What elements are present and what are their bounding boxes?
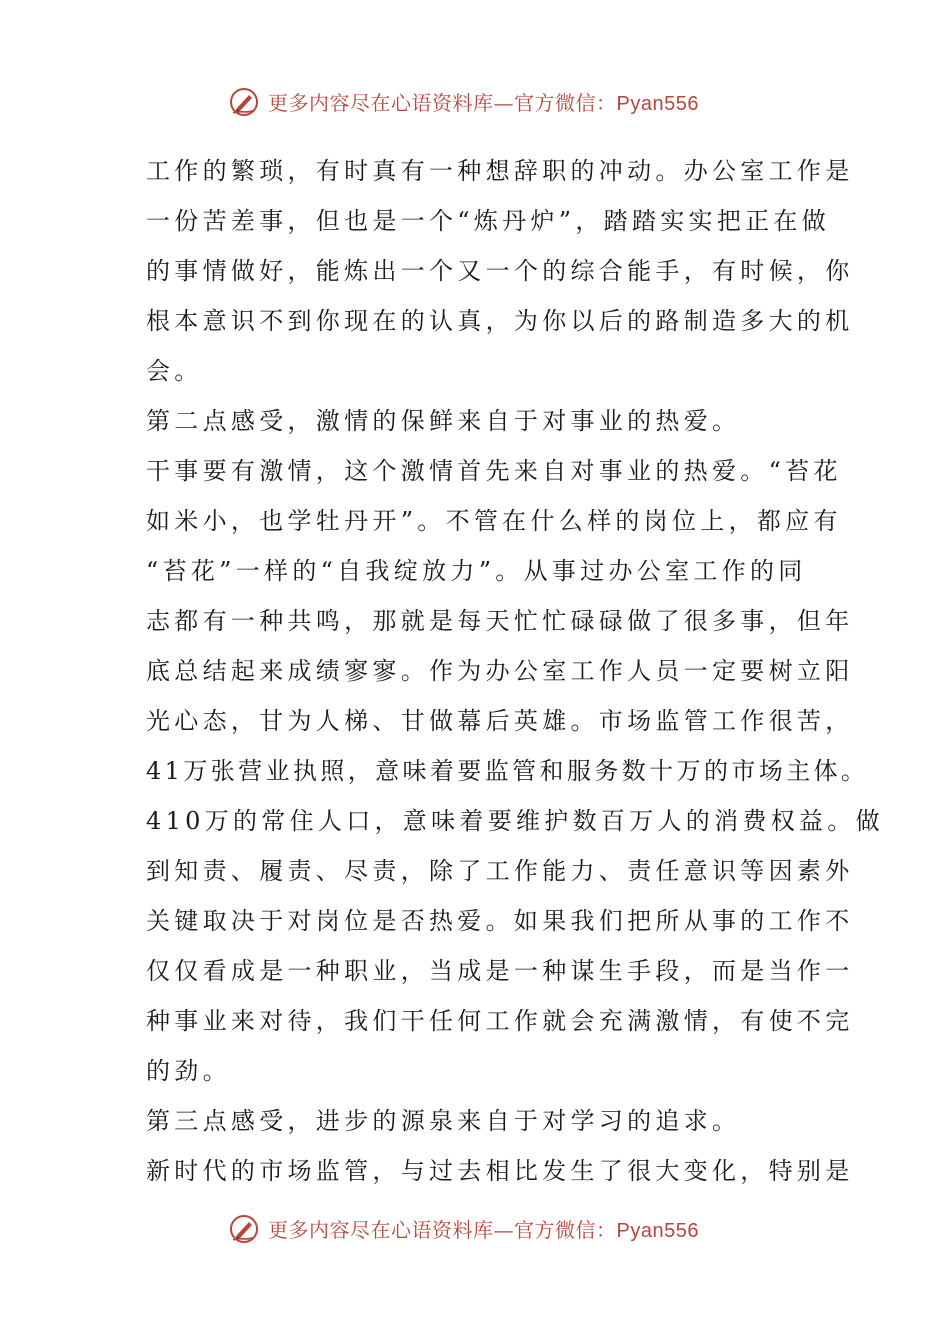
body-line: 到知责、履责、尽责，除了工作能力、责任意识等因素外 — [146, 857, 854, 885]
pen-logo-icon — [228, 1213, 260, 1245]
body-line: 会。 — [146, 357, 203, 385]
footer-banner — [0, 1211, 950, 1251]
banner-slogan: 更多内容尽在心语资料库—官方微信： — [268, 91, 617, 115]
banner-text — [268, 1215, 699, 1246]
body-line: 的劲。 — [146, 1057, 231, 1085]
body-line: 干事要有激情，这个激情首先来自对事业的热爱。“苔花 — [146, 457, 842, 485]
body-line: 仅仅看成是一种职业，当成是一种谋生手段，而是当作一 — [146, 957, 854, 985]
wechat-id: Pyan556 — [616, 93, 699, 115]
section-heading: 第二点感受，激情的保鲜来自于对事业的热爱。 — [146, 407, 741, 435]
body-line: 的事情做好，能炼出一个又一个的综合能手，有时候，你 — [146, 257, 854, 285]
document-body — [146, 146, 884, 1196]
header-banner — [0, 84, 950, 124]
body-line: 根本意识不到你现在的认真，为你以后的路制造多大的机 — [146, 307, 854, 335]
body-line: 新时代的市场监管，与过去相比发生了很大变化，特别是 — [146, 1157, 854, 1185]
body-line: 41万张营业执照，意味着要监管和服务数十万的市场主体。 — [146, 757, 869, 785]
body-line: 410万的常住人口，意味着要维护数百万人的消费权益。做 — [146, 807, 884, 835]
section-heading: 第三点感受，进步的源泉来自于对学习的追求。 — [146, 1107, 741, 1135]
body-line: 如米小，也学牡丹开”。不管在什么样的岗位上，都应有 — [146, 507, 842, 535]
banner-text — [268, 88, 699, 119]
body-line: 底总结起来成绩寥寥。作为办公室工作人员一定要树立阳 — [146, 657, 854, 685]
body-line: 种事业来对待，我们干任何工作就会充满激情，有使不完 — [146, 1007, 854, 1035]
body-line: 光心态，甘为人梯、甘做幕后英雄。市场监管工作很苦， — [146, 707, 854, 735]
body-line: 关键取决于对岗位是否热爱。如果我们把所从事的工作不 — [146, 907, 854, 935]
pen-logo-icon — [228, 86, 260, 118]
body-line: “苔花”一样的“自我绽放力”。从事过办公室工作的同 — [146, 557, 807, 585]
body-line: 志都有一种共鸣，那就是每天忙忙碌碌做了很多事，但年 — [146, 607, 854, 635]
wechat-id: Pyan556 — [616, 1220, 699, 1242]
body-line: 一份苦差事，但也是一个“炼丹炉”，踏踏实实把正在做 — [146, 207, 831, 235]
body-line: 工作的繁琐，有时真有一种想辞职的冲动。办公室工作是 — [146, 157, 854, 185]
banner-slogan: 更多内容尽在心语资料库—官方微信： — [268, 1218, 617, 1242]
